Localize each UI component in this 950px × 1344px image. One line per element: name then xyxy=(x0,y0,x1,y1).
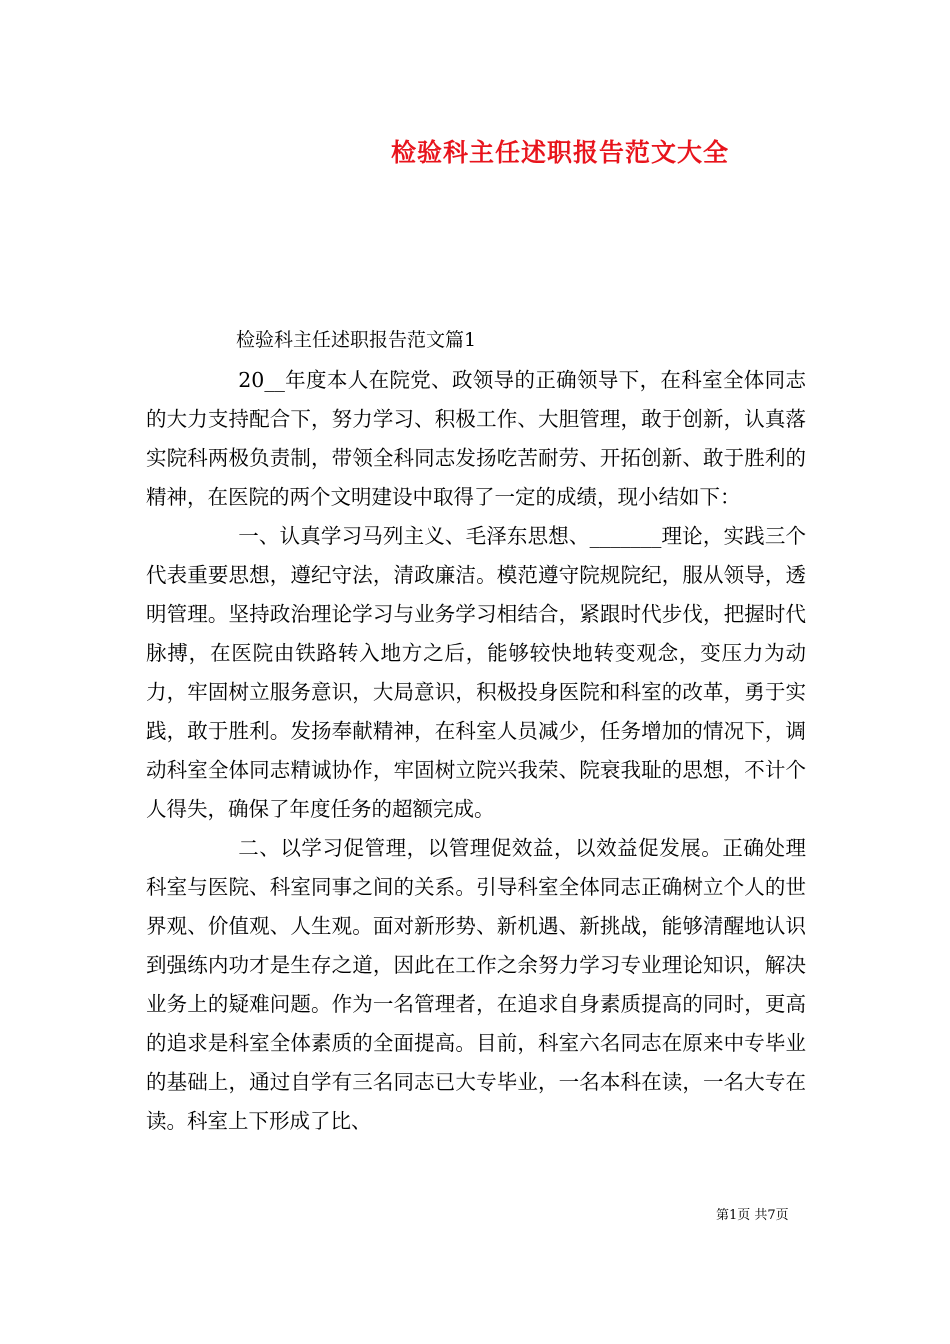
page-number-footer: 第1页 共7页 xyxy=(716,1208,789,1223)
document-body xyxy=(146,361,806,1141)
paragraph-intro: 20__年度本人在院党、政领导的正确领导下，在科室全体同志的大力支持配合下，努力学习、积极工作、大胆管理，敢于创新，认真落实院科两极负责制，带领全科同志发扬吃苦耐劳、开拓创新、敢于胜利的精神，在医院的两个文明建设中取得了一定的成绩，现小结如下： xyxy=(146,368,806,509)
paragraph-section-1: 一、认真学习马列主义、毛泽东思想、_______理论，实践三个代表重要思想，遵纪守法，清政廉洁。模范遵守院规院纪，服从领导，透明管理。坚持政治理论学习与业务学习相结合，紧跟时代步伐，把握时代脉搏，在医院由铁路转入地方之后，能够较快地转变观念，变压力为动力，牢固树立服务意识，大局意识，积极投身医院和科室的改革，勇于实践，敢于胜利。发扬奉献精神，在科室人员减少，任务增加的情况下，调动科室全体同志精诚协作，牢固树立院兴我荣、院衰我耻的思想，不计个人得失，确保了年度任务的超额完成。 xyxy=(146,524,806,821)
paragraph-section-2: 二、以学习促管理，以管理促效益，以效益促发展。正确处理科室与医院、科室同事之间的关系。引导科室全体同志正确树立个人的世界观、价值观、人生观。面对新形势、新机遇、新挑战，能够清醒地认识到强练内功才是生存之道，因此在工作之余努力学习专业理论知识，解决业务上的疑难问题。作为一名管理者，在追求自身素质提高的同时，更高的追求是科室全体素质的全面提高。目前，科室六名同志在原来中专毕业的基础上，通过自学有三名同志已大专毕业，一名本科在读，一名大专在读。科室上下形成了比、 xyxy=(146,836,806,1133)
section-heading: 检验科主任述职报告范文篇1 xyxy=(236,329,477,351)
document-title: 检验科主任述职报告范文大全 xyxy=(391,138,730,167)
